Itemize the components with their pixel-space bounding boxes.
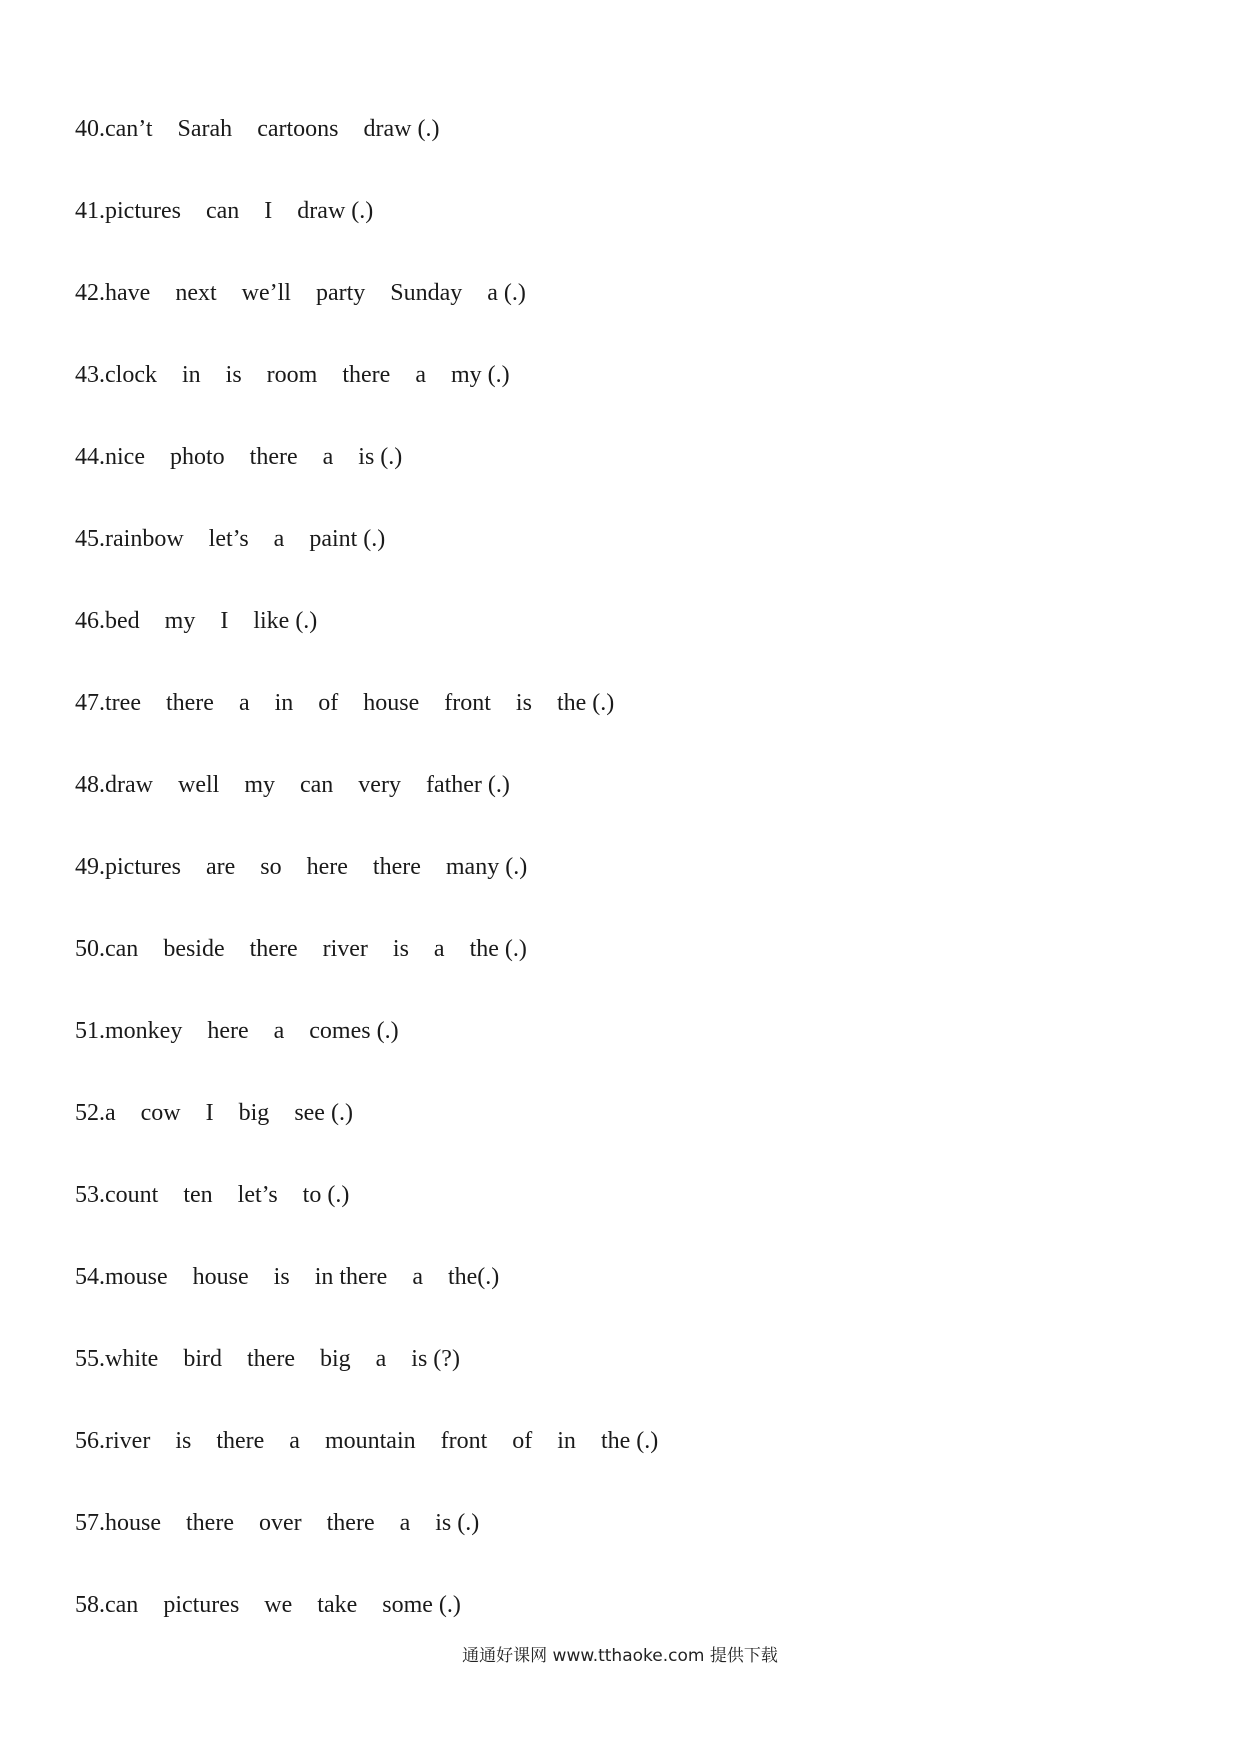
item-number: 54.	[75, 1264, 105, 1290]
exercise-item	[75, 852, 658, 934]
exercise-item	[75, 688, 658, 770]
scrambled-word: a (.)	[487, 280, 526, 306]
scrambled-word: many (.)	[445, 854, 528, 880]
scrambled-word: in	[557, 1428, 576, 1454]
scrambled-word: monkey	[105, 1018, 183, 1044]
exercise-item	[75, 606, 658, 688]
item-number: 49.	[75, 854, 105, 880]
scrambled-word: white	[105, 1346, 159, 1372]
scrambled-word: a	[399, 1510, 411, 1536]
item-number: 57.	[75, 1510, 105, 1536]
scrambled-word: is	[175, 1428, 192, 1454]
page-footer: 通通好课网 www.tthaoke.com 提供下载	[462, 1646, 778, 1666]
item-number: 45.	[75, 526, 105, 552]
scrambled-word: can	[105, 936, 139, 962]
scrambled-word: there	[165, 690, 214, 716]
scrambled-word: well	[177, 772, 220, 798]
scrambled-word: of	[512, 1428, 533, 1454]
scrambled-word: a	[238, 690, 250, 716]
item-number: 47.	[75, 690, 105, 716]
scrambled-word: is	[273, 1264, 290, 1290]
scrambled-word: here	[306, 854, 348, 880]
scrambled-word: there	[249, 444, 298, 470]
scrambled-word: room	[266, 362, 318, 388]
scrambled-word: draw	[105, 772, 153, 798]
scrambled-word: of	[318, 690, 339, 716]
scrambled-word: clock	[105, 362, 157, 388]
scrambled-word: cartoons	[257, 116, 339, 142]
item-number: 56.	[75, 1428, 105, 1454]
scrambled-word: a	[375, 1346, 387, 1372]
exercise-item	[75, 1180, 658, 1262]
scrambled-word: father (.)	[425, 772, 510, 798]
exercise-item	[75, 196, 658, 278]
scrambled-word: there	[372, 854, 421, 880]
exercise-item	[75, 360, 658, 442]
scrambled-word: a	[433, 936, 445, 962]
exercise-item	[75, 524, 658, 606]
scrambled-word: a	[105, 1100, 116, 1126]
scrambled-word: in	[274, 690, 294, 716]
scrambled-word: are	[205, 854, 236, 880]
scrambled-word: here	[207, 1018, 249, 1044]
scrambled-word: my	[244, 772, 275, 798]
exercise-item	[75, 1016, 658, 1098]
scrambled-word: the (.)	[556, 690, 615, 716]
exercise-item	[75, 442, 658, 524]
scrambled-word: front	[444, 690, 491, 716]
scrambled-word: draw (.)	[363, 116, 440, 142]
scrambled-word: like (.)	[253, 608, 318, 634]
exercise-list	[75, 114, 658, 1672]
scrambled-word: we	[264, 1592, 293, 1618]
exercise-item	[75, 114, 658, 196]
scrambled-word: a	[273, 526, 285, 552]
scrambled-word: there	[342, 362, 391, 388]
scrambled-word: my (.)	[450, 362, 510, 388]
scrambled-word: draw (.)	[297, 198, 374, 224]
scrambled-word: river	[322, 936, 368, 962]
scrambled-word: nice	[105, 444, 145, 470]
scrambled-word: there	[216, 1428, 265, 1454]
exercise-item	[75, 934, 658, 1016]
scrambled-word: let’s	[208, 526, 249, 552]
scrambled-word: house	[363, 690, 420, 716]
exercise-item	[75, 1508, 658, 1590]
scrambled-word: my	[164, 608, 196, 634]
scrambled-word: the (.)	[469, 936, 527, 962]
scrambled-word: there	[326, 1510, 375, 1536]
scrambled-word: there	[247, 1346, 295, 1372]
scrambled-word: to (.)	[302, 1182, 350, 1208]
scrambled-word: is	[392, 936, 409, 962]
scrambled-word: can	[205, 198, 240, 224]
scrambled-word: can	[105, 1592, 139, 1618]
item-number: 41.	[75, 198, 105, 224]
scrambled-word: mouse	[105, 1264, 168, 1290]
scrambled-word: bird	[183, 1346, 222, 1372]
scrambled-word: is (.)	[435, 1510, 480, 1536]
scrambled-word: I	[205, 1100, 214, 1126]
scrambled-word: I	[220, 608, 229, 634]
scrambled-word: pictures	[105, 198, 181, 224]
scrambled-word: is (.)	[358, 444, 403, 470]
scrambled-word: is	[225, 362, 242, 388]
scrambled-word: in there	[314, 1264, 388, 1290]
exercise-item	[75, 1098, 658, 1180]
scrambled-word: some (.)	[382, 1592, 461, 1618]
scrambled-word: can	[299, 772, 334, 798]
scrambled-word: house	[192, 1264, 249, 1290]
scrambled-word: count	[105, 1182, 159, 1208]
scrambled-word: there	[186, 1510, 234, 1536]
scrambled-word: Sunday	[390, 280, 463, 306]
scrambled-word: house	[105, 1510, 161, 1536]
scrambled-word: over	[258, 1510, 302, 1536]
scrambled-word: I	[264, 198, 273, 224]
exercise-item	[75, 1262, 658, 1344]
scrambled-word: is	[515, 690, 532, 716]
scrambled-word: party	[315, 280, 366, 306]
scrambled-word: paint (.)	[309, 526, 386, 552]
item-number: 53.	[75, 1182, 105, 1208]
scrambled-word: a	[412, 1264, 423, 1290]
scrambled-word: mountain	[324, 1428, 416, 1454]
item-number: 55.	[75, 1346, 105, 1372]
scrambled-word: Sarah	[177, 116, 233, 142]
scrambled-word: let’s	[237, 1182, 278, 1208]
scrambled-word: very	[358, 772, 401, 798]
scrambled-word: rainbow	[105, 526, 184, 552]
exercise-item	[75, 1426, 658, 1508]
item-number: 44.	[75, 444, 105, 470]
scrambled-word: next	[175, 280, 217, 306]
scrambled-word: a	[322, 444, 334, 470]
scrambled-word: bed	[105, 608, 140, 634]
item-number: 46.	[75, 608, 105, 634]
scrambled-word: take	[317, 1592, 358, 1618]
scrambled-word: a	[415, 362, 426, 388]
scrambled-word: big	[238, 1100, 270, 1126]
scrambled-word: big	[319, 1346, 351, 1372]
exercise-item	[75, 770, 658, 852]
scrambled-word: front	[440, 1428, 488, 1454]
scrambled-word: comes (.)	[309, 1018, 399, 1044]
scrambled-word: pictures	[163, 1592, 240, 1618]
scrambled-word: have	[105, 280, 151, 306]
scrambled-word: we’ll	[241, 280, 291, 306]
scrambled-word: is (?)	[411, 1346, 460, 1372]
scrambled-word: cow	[140, 1100, 181, 1126]
scrambled-word: the (.)	[600, 1428, 659, 1454]
item-number: 52.	[75, 1100, 105, 1126]
scrambled-word: beside	[163, 936, 225, 962]
scrambled-word: there	[249, 936, 298, 962]
item-number: 43.	[75, 362, 105, 388]
scrambled-word: can’t	[105, 116, 153, 142]
item-number: 42.	[75, 280, 105, 306]
scrambled-word: pictures	[105, 854, 181, 880]
scrambled-word: a	[289, 1428, 300, 1454]
scrambled-word: in	[181, 362, 201, 388]
item-number: 48.	[75, 772, 105, 798]
scrambled-word: so	[260, 854, 282, 880]
scrambled-word: see (.)	[294, 1100, 353, 1126]
exercise-item	[75, 1344, 658, 1426]
scrambled-word: a	[273, 1018, 285, 1044]
item-number: 40.	[75, 116, 105, 142]
item-number: 50.	[75, 936, 105, 962]
scrambled-word: the(.)	[447, 1264, 500, 1290]
scrambled-word: tree	[105, 690, 141, 716]
scrambled-word: ten	[183, 1182, 213, 1208]
item-number: 51.	[75, 1018, 105, 1044]
item-number: 58.	[75, 1592, 105, 1618]
scrambled-word: river	[105, 1428, 151, 1454]
exercise-item	[75, 278, 658, 360]
scrambled-word: photo	[169, 444, 225, 470]
